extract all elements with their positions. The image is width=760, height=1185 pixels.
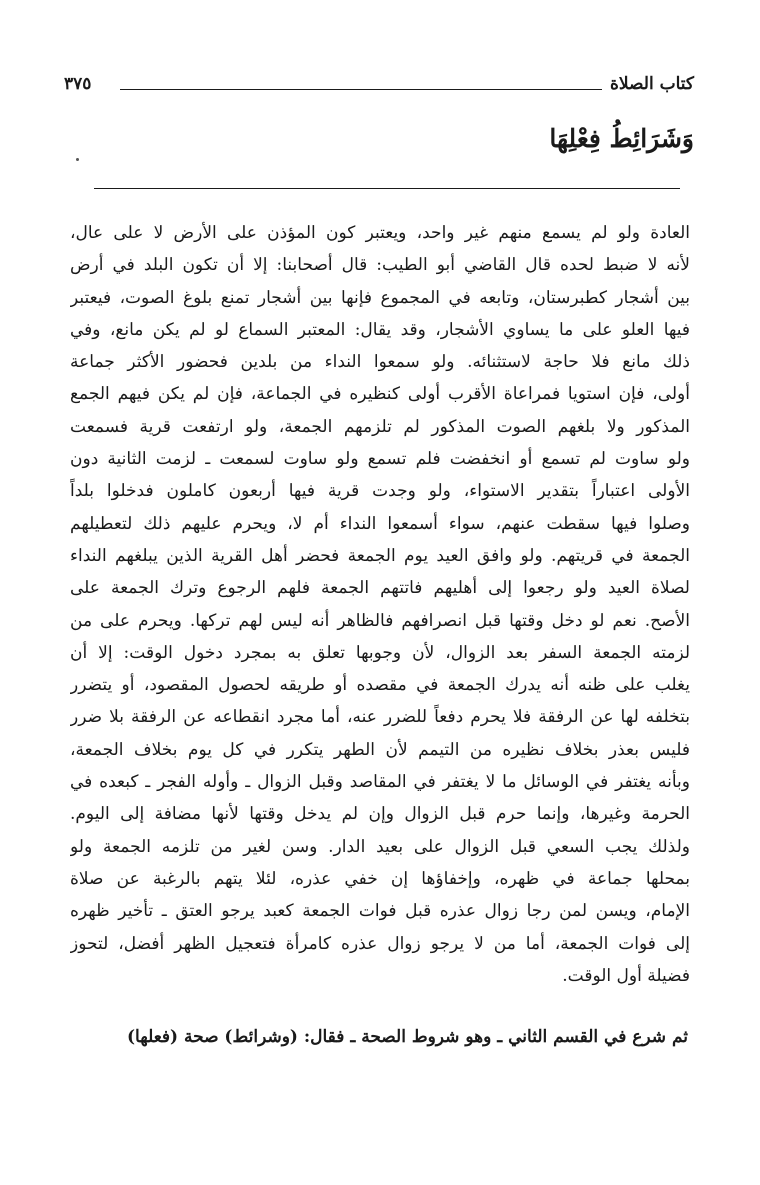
matn-quote: وَشَرَائِطُ فِعْلِهَا xyxy=(549,124,694,153)
text-line: العادة ولو لم يسمع منهم غير واحد، ويعتبر كون المؤذن على الأرض لا على عال، xyxy=(70,223,690,243)
text-line: لأنه لا ضبط لحده قال القاضي أبو الطيب: قال أصحابنا: إلا أن تكون البلد في أرض xyxy=(70,255,690,276)
text-line: بين أشجار كطبرستان، وتابعه في المجموع فإنها بين أشجار تمنع بلوغ الصوت، فيعتبر xyxy=(70,287,690,308)
closing-line: ثم شرع في القسم الثاني ـ وهو شروط الصحة ـ فقال: (وشرائط) صحة (فعلها) xyxy=(127,1027,688,1047)
running-header xyxy=(64,74,694,104)
text-line: لزمته الجمعة السفر بعد الزوال، لأن وجوبها تعلق به بمجرد دخول الوقت: إلا أن xyxy=(70,642,690,663)
text-line: الإمام، ويسن لمن رجا زوال عذره قبل فوات الجمعة كعبد يرجو العتق ـ تأخير ظهره xyxy=(70,901,690,922)
text-line: يغلب على ظنه أنه يدرك الجمعة في مقصده أو طريقه لحصول المقصود، أو يتضرر xyxy=(70,675,690,696)
text-line: بمحلها جماعة في ظهره، وإخفاؤها إن خفي عذره، لئلا يتهم بالرغبة عن صلاة xyxy=(70,868,690,889)
text-line: وصلوا فيها سقطت عنهم، سواء أسمعوا النداء أم لا، ويحرم عليهم ذلك لتعطيلهم xyxy=(70,513,690,534)
text-line: الحرمة وغيرها، وإنما حرم قبل الزوال وإن لم يدخل وقتها لأنها مضافة إلى اليوم. xyxy=(70,804,690,825)
page-number: ٣٧٥ xyxy=(64,74,92,94)
text-line: ولو ساوت لم تسمع أو انخفضت فلم تسمع ولو ساوت لسمعت ـ لزمت الثانية دون xyxy=(70,449,690,470)
text-line: فضيلة أول الوقت. xyxy=(562,965,690,986)
chapter-title: كتاب الصلاة xyxy=(609,74,694,94)
text-line: الأولى اعتباراً بتقدير الاستواء، ولو وجدت قرية فيها أربعون كاملون فدخلوا بلداً xyxy=(70,481,690,502)
text-line: لصلاة العيد ولو رجعوا إلى أهليهم فاتتهم الجمعة فلهم الرجوع وترك الجمعة على xyxy=(70,578,690,599)
text-line: الأصح. نعم لو دخل وقتها قبل انصرافهم فالظاهر أنه ليس لهم تركها. ويحرم على من xyxy=(70,610,690,631)
separator-rule xyxy=(94,188,680,189)
text-line: إلى فوات الجمعة، أما من لا يرجو زوال عذره كامرأة فتعجيل الظهر أفضل، لتحوز xyxy=(70,933,690,954)
text-line: الجمعة في قريتهم. ولو وافق العيد يوم الجمعة فحضر أهل القرية الذين يبلغهم النداء xyxy=(70,545,690,566)
commentary-text xyxy=(70,217,690,992)
text-line: المذكور ولا بلغهم الصوت المذكور لم تلزمهم الجمعة، ولو ارتفعت قرية فسمعت xyxy=(70,416,690,437)
text-line: وبأنه يغتفر في الوسائل ما لا يغتفر في المقاصد وقبل الزوال ـ وأوله الفجر ـ كبعده في xyxy=(70,772,690,793)
text-line: فيها العلو على ما يساوي الأشجار، وقد يقال: المعتبر السماع لو لم يكن مانع، وفي xyxy=(70,319,690,340)
text-line: ولذلك يجب السعي قبل الزوال على بعيد الدار. وسن لغير من تلزمه الجمعة ولو xyxy=(70,836,690,857)
text-line: أولى، فإن استويا فمراعاة الأقرب أولى كنظيره في الجماعة، فإن لم يكن فيهم الجمع xyxy=(70,384,690,405)
header-rule xyxy=(120,89,602,90)
text-line: فليس بعذر بخلاف نظيره من التيمم لأن الطهر يتكرر في كل يوم بخلاف الجمعة، xyxy=(70,739,690,760)
text-line: بتخلفه لها عن الرفقة فلا يحرم دفعاً للضرر عنه، أما مجرد انقطاعه عن الرفقة بلا ضرر xyxy=(70,707,690,728)
margin-dot xyxy=(76,158,79,161)
text-line: ذلك مانع فلا حاجة لاستثنائه. ولو سمعوا النداء من بلدين فحضور الأكثر جماعة xyxy=(70,352,690,373)
